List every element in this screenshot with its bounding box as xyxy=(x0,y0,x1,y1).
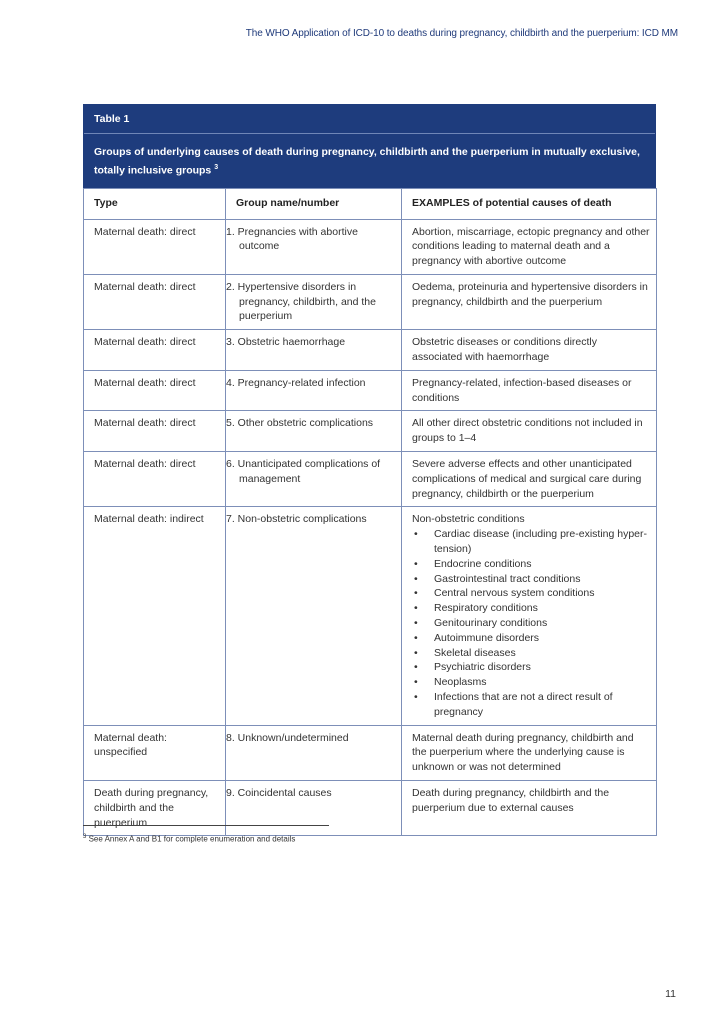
cell-type: Maternal death: direct xyxy=(84,330,226,371)
cell-type: Maternal death: unspecified xyxy=(84,725,226,780)
table-row xyxy=(84,219,657,274)
list-item: • Infections that are not a direct result of pregnancy xyxy=(412,690,650,720)
cell-group: 8. Unknown/undetermined xyxy=(226,725,402,780)
table-row xyxy=(84,781,657,836)
column-header-type: Type xyxy=(84,188,226,219)
list-item: • Endocrine conditions xyxy=(412,557,650,572)
examples-bullet-list xyxy=(412,527,650,719)
table-row xyxy=(84,452,657,507)
cell-type: Maternal death: direct xyxy=(84,274,226,329)
cell-group: 2. Hypertensive disorders in pregnancy, childbirth, and the puerperium xyxy=(226,274,402,329)
cell-group: 6. Unanticipated complications of management xyxy=(226,452,402,507)
page-number: 11 xyxy=(665,988,676,1000)
footnote-text: See Annex A and B1 for complete enumeration and details xyxy=(88,834,296,844)
table-label: Table 1 xyxy=(84,105,655,134)
table-container xyxy=(83,104,656,836)
cell-examples: Maternal death during pregnancy, childbirth and the puerperium where the underlying cause is unknown or was not determined xyxy=(402,725,657,780)
list-item: • Psychiatric disorders xyxy=(412,660,650,675)
running-header: The WHO Application of ICD-10 to deaths during pregnancy, childbirth and the puerperium: ICD MM xyxy=(245,28,678,39)
footnote-ref[interactable]: 3 xyxy=(214,164,219,171)
cell-examples xyxy=(402,507,657,725)
cell-group: 9. Coincidental causes xyxy=(226,781,402,836)
cell-group: 3. Obstetric haemorrhage xyxy=(226,330,402,371)
table-row xyxy=(84,274,657,329)
cell-type: Death during pregnancy, childbirth and the puerperium xyxy=(84,781,226,836)
cell-examples: Obstetric diseases or conditions directly associated with haemorrhage xyxy=(402,330,657,371)
cell-group: 5. Other obstetric complications xyxy=(226,411,402,452)
cell-type: Maternal death: indirect xyxy=(84,507,226,725)
cell-type: Maternal death: direct xyxy=(84,370,226,411)
cell-type: Maternal death: direct xyxy=(84,219,226,274)
list-item: • Neoplasms xyxy=(412,675,650,690)
table-caption-text: Groups of underlying causes of death during pregnancy, childbirth and the puerperium in mutually exclusive, totally inclusive groups xyxy=(94,146,640,177)
cell-examples: Abortion, miscarriage, ectopic pregnancy and other conditions leading to maternal death and a pregnancy with abortive outcome xyxy=(402,219,657,274)
list-item: • Gastrointestinal tract conditions xyxy=(412,572,650,587)
list-item: • Genitourinary conditions xyxy=(412,616,650,631)
column-header-examples: EXAMPLES of potential causes of death xyxy=(402,188,657,219)
footnote-divider xyxy=(83,825,329,826)
list-item: • Central nervous system conditions xyxy=(412,586,650,601)
cell-examples: Pregnancy-related, infection-based diseases or conditions xyxy=(402,370,657,411)
table-caption xyxy=(84,134,655,187)
cell-group: 7. Non-obstetric complications xyxy=(226,507,402,725)
table-caption-bar xyxy=(83,104,656,188)
cell-examples: Severe adverse effects and other unanticipated complications of medical and surgical care during pregnancy, childbirth or the puerperium xyxy=(402,452,657,507)
table-row xyxy=(84,370,657,411)
table-header-row xyxy=(84,188,657,219)
cell-group: 1. Pregnancies with abortive outcome xyxy=(226,219,402,274)
list-item: • Skeletal diseases xyxy=(412,646,650,661)
cell-examples: Oedema, proteinuria and hypertensive disorders in pregnancy, childbirth and the puerperium xyxy=(402,274,657,329)
list-item: • Autoimmune disorders xyxy=(412,631,650,646)
cell-type: Maternal death: direct xyxy=(84,452,226,507)
list-item: • Cardiac disease (including pre-existing hyper-tension) xyxy=(412,527,650,557)
examples-intro: Non-obstetric conditions xyxy=(412,513,525,526)
causes-table xyxy=(83,188,657,837)
table-row xyxy=(84,330,657,371)
column-header-group: Group name/number xyxy=(226,188,402,219)
table-row xyxy=(84,411,657,452)
footnote-number: 3 xyxy=(83,834,87,840)
cell-type: Maternal death: direct xyxy=(84,411,226,452)
cell-examples: Death during pregnancy, childbirth and the puerperium due to external causes xyxy=(402,781,657,836)
table-row xyxy=(84,725,657,780)
table-row xyxy=(84,507,657,725)
cell-examples: All other direct obstetric conditions not included in groups to 1–4 xyxy=(402,411,657,452)
cell-group: 4. Pregnancy-related infection xyxy=(226,370,402,411)
footnote xyxy=(83,834,295,844)
list-item: • Respiratory conditions xyxy=(412,601,650,616)
